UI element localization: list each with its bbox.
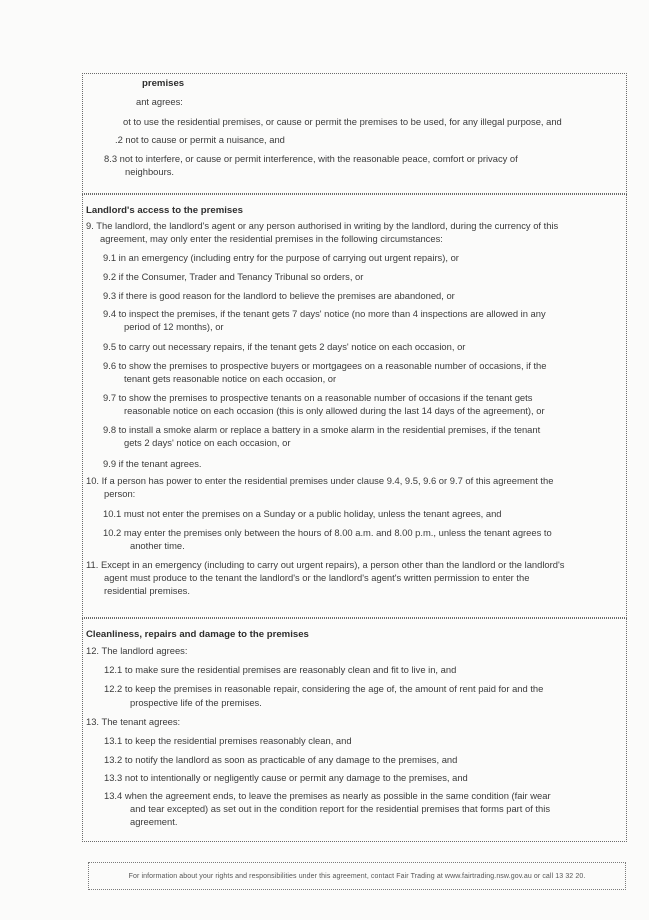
clause-9-4: 9.4 to inspect the premises, if the tenant gets 7 days' notice (no more than 4 inspections are allowed in any [103,308,546,319]
clause-8-3: 8.3 not to interfere, or cause or permit interference, with the reasonable peace, comfort or privacy of [104,153,518,164]
clause-9-cont: agreement, may only enter the residential premises in the following circumstances: [100,233,443,244]
clause-13-4-cont-1: and tear excepted) as set out in the condition report for the residential premises that forms part of this [130,803,551,814]
clause-13-4-cont-2: agreement. [130,816,178,827]
clause-12-2-cont: prospective life of the premises. [130,697,262,708]
clause-12: 12. The landlord agrees: [86,645,188,656]
clause-9-3: 9.3 if there is good reason for the landlord to believe the premises are abandoned, or [103,290,455,301]
footer-info: For information about your rights and responsibilities under this agreement, contact Fair Trading at www.fairtrading.nsw.gov.au or call 13 32 20. [88,862,626,890]
clause-10: 10. If a person has power to enter the residential premises under clause 9.4, 9.5, 9.6 or 9.7 of this agreement the [86,475,554,486]
clause-8-2: .2 not to cause or permit a nuisance, and [115,134,285,145]
clause-9-2: 9.2 if the Consumer, Trader and Tenancy Tribunal so orders, or [103,271,364,282]
clause-9-6-cont: tenant gets reasonable notice on each occasion, or [124,373,337,384]
clause-10-2-cont: another time. [130,540,185,551]
clause-9-7: 9.7 to show the premises to prospective tenants on a reasonable number of occasions if the tenant gets [103,392,533,403]
clause-9-9: 9.9 if the tenant agrees. [103,458,202,469]
clause-9-8-cont: gets 2 days' notice on each occasion, or [124,437,291,448]
clause-9-6: 9.6 to show the premises to prospective buyers or mortgagees on a reasonable number of occasions, if the [103,360,547,371]
clause-11: 11. Except in an emergency (including to carry out urgent repairs), a person other than the landlord or the landlord's [86,559,565,570]
clause-9: 9. The landlord, the landlord's agent or any person authorised in writing by the landlord, during the currency of this [86,220,559,231]
clause-13-1: 13.1 to keep the residential premises reasonably clean, and [104,735,352,746]
clause-11-cont-2: residential premises. [104,585,190,596]
clause-12-2: 12.2 to keep the premises in reasonable repair, considering the age of, the amount of rent paid for and the [104,683,544,694]
clause-10-1: 10.1 must not enter the premises on a Sunday or a public holiday, unless the tenant agrees, and [103,508,502,519]
clause-8-1: ot to use the residential premises, or cause or permit the premises to be used, for any illegal purpose, and [123,116,562,127]
clause-9-4-cont: period of 12 months), or [124,321,224,332]
clause-13: 13. The tenant agrees: [86,716,181,727]
clause-13-2: 13.2 to notify the landlord as soon as practicable of any damage to the premises, and [104,754,458,765]
clause-9-7-cont: reasonable notice on each occasion (this is only allowed during the last 14 days of the agreement), or [124,405,545,416]
premises-use-heading: premises [142,78,185,89]
clause-9-1: 9.1 in an emergency (including entry for the purpose of carrying out urgent repairs), or [103,252,459,263]
landlord-access-heading: Landlord's access to the premises [86,205,243,216]
clause-12-1: 12.1 to make sure the residential premises are reasonably clean and fit to live in, and [104,664,457,675]
clause-9-8: 9.8 to install a smoke alarm or replace a battery in a smoke alarm in the residential premises, if the tenant [103,424,541,435]
cleanliness-heading: Cleanliness, repairs and damage to the premises [86,629,309,640]
clause-11-cont-1: agent must produce to the tenant the landlord's or the landlord's agent's written permission to enter the [104,572,530,583]
clause-8-3-cont: neighbours. [125,166,174,177]
clause-13-3: 13.3 not to intentionally or negligently cause or permit any damage to the premises, and [104,772,468,783]
clause-10-cont: person: [104,488,136,499]
clause-13-4: 13.4 when the agreement ends, to leave the premises as nearly as possible in the same condition (fair wear [104,790,551,801]
clause-10-2: 10.2 may enter the premises only between the hours of 8.00 a.m. and 8.00 p.m., unless the tenant agrees to [103,527,552,538]
clause-9-5: 9.5 to carry out necessary repairs, if the tenant gets 2 days' notice on each occasion, or [103,341,466,352]
premises-use-intro: ant agrees: [136,96,183,107]
